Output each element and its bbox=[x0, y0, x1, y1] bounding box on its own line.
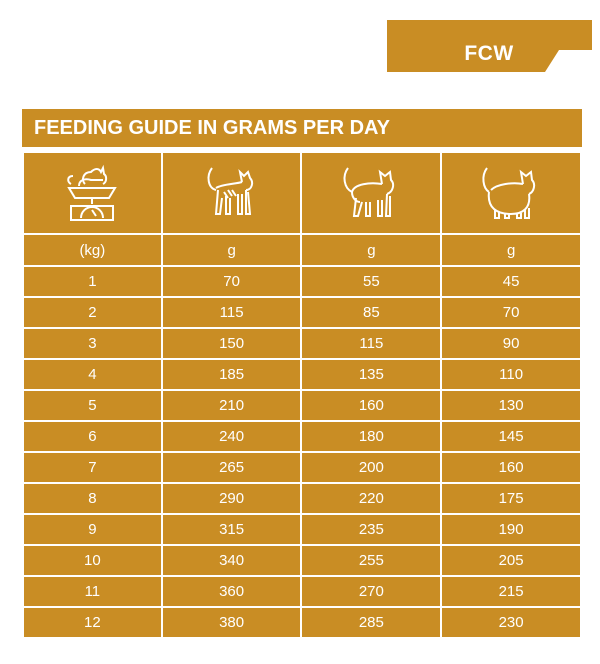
table-row bbox=[24, 267, 580, 296]
normal-cat-grams-cell: 235 bbox=[302, 515, 440, 544]
normal-cat-grams-cell: 200 bbox=[302, 453, 440, 482]
weight-kg-cell: 7 bbox=[24, 453, 161, 482]
table-row bbox=[24, 546, 580, 575]
thin-cat-grams-cell: 380 bbox=[163, 608, 301, 637]
units-row bbox=[24, 235, 580, 265]
thin-cat-grams-cell: 185 bbox=[163, 360, 301, 389]
weight-kg-cell: 3 bbox=[24, 329, 161, 358]
normal-cat-grams-cell: 270 bbox=[302, 577, 440, 606]
units-cell-normal: g bbox=[302, 235, 440, 265]
overweight-cat-grams-cell: 70 bbox=[442, 298, 580, 327]
normal-cat-grams-cell: 220 bbox=[302, 484, 440, 513]
overweight-cat-grams-cell: 110 bbox=[442, 360, 580, 389]
table-row bbox=[24, 360, 580, 389]
feeding-guide-title: FEEDING GUIDE IN GRAMS PER DAY bbox=[22, 109, 582, 147]
table-row bbox=[24, 329, 580, 358]
table-row bbox=[24, 515, 580, 544]
units-cell-overweight: g bbox=[442, 235, 580, 265]
weight-kg-cell: 11 bbox=[24, 577, 161, 606]
cat-on-scale-icon bbox=[63, 162, 121, 224]
overweight-cat-grams-cell: 45 bbox=[442, 267, 580, 296]
thin-cat-icon bbox=[202, 162, 262, 224]
icon-header-row bbox=[24, 153, 580, 233]
weight-kg-cell: 2 bbox=[24, 298, 161, 327]
weight-kg-cell: 1 bbox=[24, 267, 161, 296]
overweight-cat-grams-cell: 190 bbox=[442, 515, 580, 544]
normal-cat-grams-cell: 85 bbox=[302, 298, 440, 327]
normal-cat-icon bbox=[340, 162, 402, 224]
thin-cat-grams-cell: 360 bbox=[163, 577, 301, 606]
thin-cat-grams-cell: 240 bbox=[163, 422, 301, 451]
brand-tab bbox=[387, 20, 592, 72]
table-row bbox=[24, 577, 580, 606]
table-row bbox=[24, 422, 580, 451]
weight-kg-cell: 12 bbox=[24, 608, 161, 637]
thin-cat-grams-cell: 290 bbox=[163, 484, 301, 513]
thin-cat-grams-cell: 150 bbox=[163, 329, 301, 358]
overweight-cat-grams-cell: 130 bbox=[442, 391, 580, 420]
overweight-cat-grams-cell: 90 bbox=[442, 329, 580, 358]
normal-cat-grams-cell: 255 bbox=[302, 546, 440, 575]
thin-cat-grams-cell: 340 bbox=[163, 546, 301, 575]
overweight-cat-grams-cell: 215 bbox=[442, 577, 580, 606]
normal-cat-grams-cell: 115 bbox=[302, 329, 440, 358]
units-cell-weight: (kg) bbox=[24, 235, 161, 265]
weight-kg-cell: 4 bbox=[24, 360, 161, 389]
weight-column-header bbox=[24, 153, 161, 233]
feeding-table bbox=[22, 151, 582, 639]
overweight-cat-grams-cell: 145 bbox=[442, 422, 580, 451]
weight-kg-cell: 10 bbox=[24, 546, 161, 575]
overweight-cat-grams-cell: 230 bbox=[442, 608, 580, 637]
normal-cat-grams-cell: 160 bbox=[302, 391, 440, 420]
normal-cat-grams-cell: 180 bbox=[302, 422, 440, 451]
weight-kg-cell: 9 bbox=[24, 515, 161, 544]
overweight-cat-grams-cell: 175 bbox=[442, 484, 580, 513]
thin-cat-grams-cell: 265 bbox=[163, 453, 301, 482]
normal-cat-grams-cell: 135 bbox=[302, 360, 440, 389]
overweight-cat-icon bbox=[479, 162, 543, 224]
normal-cat-grams-cell: 55 bbox=[302, 267, 440, 296]
thin-cat-grams-cell: 70 bbox=[163, 267, 301, 296]
table-row bbox=[24, 608, 580, 637]
weight-kg-cell: 8 bbox=[24, 484, 161, 513]
overweight-cat-grams-cell: 160 bbox=[442, 453, 580, 482]
thin-cat-grams-cell: 210 bbox=[163, 391, 301, 420]
thin-cat-grams-cell: 315 bbox=[163, 515, 301, 544]
units-cell-thin: g bbox=[163, 235, 301, 265]
table-row bbox=[24, 453, 580, 482]
thin-cat-column-header bbox=[163, 153, 301, 233]
brand-tab-label: FCW bbox=[464, 42, 514, 65]
overweight-cat-column-header bbox=[442, 153, 580, 233]
weight-kg-cell: 5 bbox=[24, 391, 161, 420]
table-row bbox=[24, 484, 580, 513]
normal-cat-column-header bbox=[302, 153, 440, 233]
thin-cat-grams-cell: 115 bbox=[163, 298, 301, 327]
table-row bbox=[24, 391, 580, 420]
weight-kg-cell: 6 bbox=[24, 422, 161, 451]
overweight-cat-grams-cell: 205 bbox=[442, 546, 580, 575]
normal-cat-grams-cell: 285 bbox=[302, 608, 440, 637]
table-row bbox=[24, 298, 580, 327]
